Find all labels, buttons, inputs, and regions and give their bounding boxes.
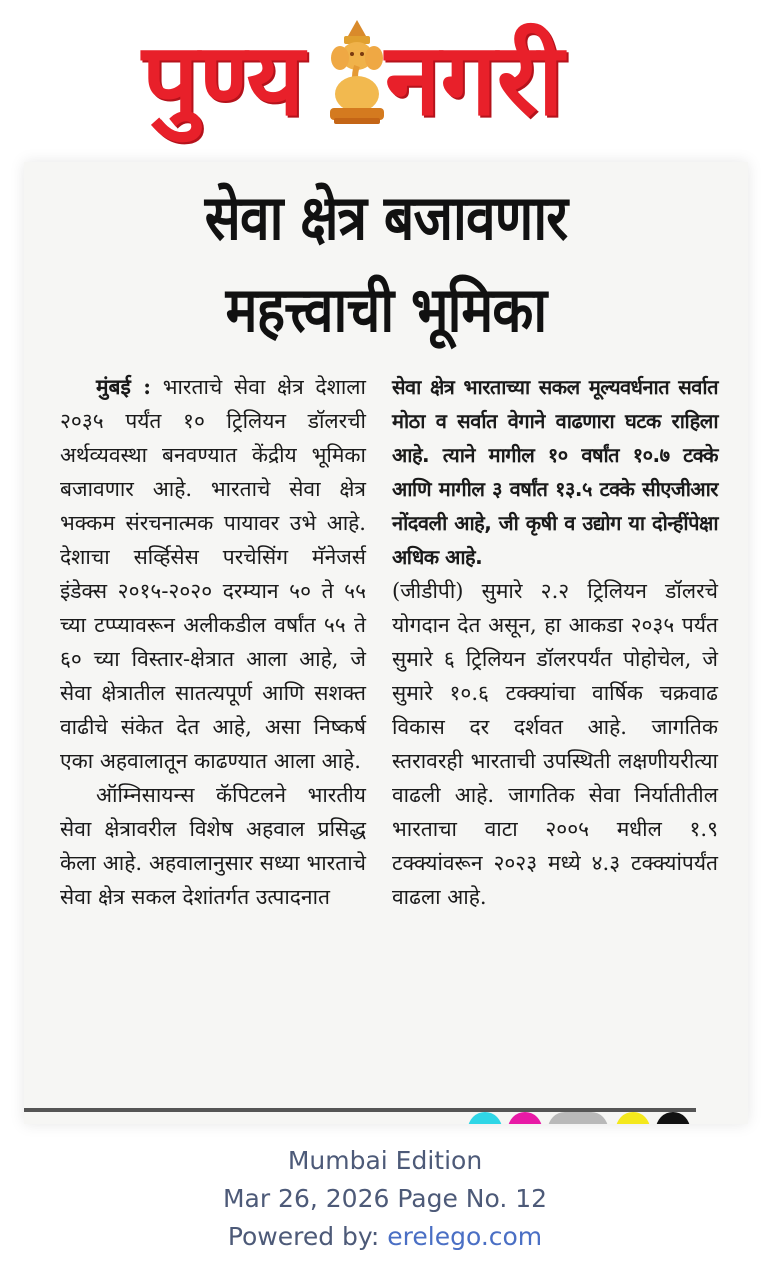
article-column-right — [392, 370, 718, 914]
cyan-registration-mark — [468, 1112, 502, 1124]
date-page-label: Mar 26, 2026 Page No. 12 — [222, 1184, 548, 1213]
paragraph-text: भारताचे सेवा क्षेत्र देशाला २०३५ पर्यंत १० ट्रिलियन डॉलरची अर्थव्यवस्था बनवण्यात केंद्रीय भूमिका बजावणार आहे. भारताचे सेवा क्षेत्र भक्कम संरचनात्मक पायावर उभे आहे. देशाचा सर्व्हिसेस परचेसिंग मॅनेजर्स इंडेक्स २०१५-२०२० दरम्यान ५० ते ५५ च्या टप्प्यावरून अलीकडील वर्षांत ५५ ते ६० च्या विस्तार-क्षेत्रात आला आहे, जे सेवा क्षेत्रातील सातत्यपूर्ण आणि सशक्त वाढीचे संकेत देत आहे, असा निष्कर्ष एका अहवालातून काढण्यात आला आहे. — [60, 375, 366, 773]
black-registration-mark — [656, 1112, 690, 1124]
masthead — [0, 0, 770, 160]
article-paragraph: ऑम्निसायन्स कॅपिटलने भारतीय सेवा क्षेत्रावरील विशेष अहवाल प्रसिद्ध केला आहे. अहवालानुसार सध्या भारताचे सेवा क्षेत्र सकल देशांतर्गत उत्पादनात — [60, 783, 366, 909]
logo-text-right: नगरी — [385, 21, 564, 138]
article-highlight-paragraph: सेवा क्षेत्र भारताच्या सकल मूल्यवर्धनात सर्वात मोठा व सर्वात वेगाने वाढणारा घटक राहिला आहे. त्याने मागील १० वर्षांत १०.७ टक्के आणि मागील ३ वर्षांत १३.५ टक्के सीएजीआर नोंदवली आहे, जी कृषी व उद्योग या दोन्हींपेक्षा अधिक आहे. — [392, 375, 718, 569]
article-column-left — [60, 370, 366, 914]
powered-by-prefix: Powered by: — [227, 1222, 388, 1251]
newspaper-clipping — [24, 162, 748, 1124]
erelego-link[interactable]: erelego.com — [387, 1222, 543, 1251]
article-paragraph — [60, 370, 366, 778]
logo-text-left: पुण्य — [142, 21, 305, 138]
headline-line-2: महत्त्वाची भूमिका — [225, 273, 547, 346]
article-headline — [75, 172, 698, 356]
yellow-registration-mark — [616, 1112, 650, 1124]
magenta-registration-mark — [508, 1112, 542, 1124]
edition-label: Mumbai Edition — [287, 1146, 483, 1175]
bottom-rule — [24, 1108, 696, 1112]
article-paragraph: (जीडीपी) सुमारे २.२ ट्रिलियन डॉलरचे योगदान देत असून, हा आकडा २०३५ पर्यंत सुमारे ६ ट्रिलियन डॉलरपर्यंत पोहोचेल, जे सुमारे १०.६ टक्क्यांचा वार्षिक चक्रवाढ विकास दर दर्शवत आहे. जागतिक स्तरावरही भारताची उपस्थिती लक्षणीयरीत्या वाढली आहे. जागतिक सेवा निर्यातीतील भारताचा वाटा २००५ मधील १.९ टक्क्यांवरून २०२३ मध्ये ४.३ टक्क्यांपर्यंत वाढला आहे. — [392, 579, 718, 909]
headline-line-1: सेवा क्षेत्र बजावणार — [204, 181, 568, 254]
edition-footer — [0, 1142, 770, 1256]
dateline: मुंबई : — [96, 374, 151, 399]
gray-registration-mark — [548, 1112, 608, 1124]
ganesha-logo-icon — [322, 18, 392, 126]
powered-by — [0, 1218, 770, 1256]
